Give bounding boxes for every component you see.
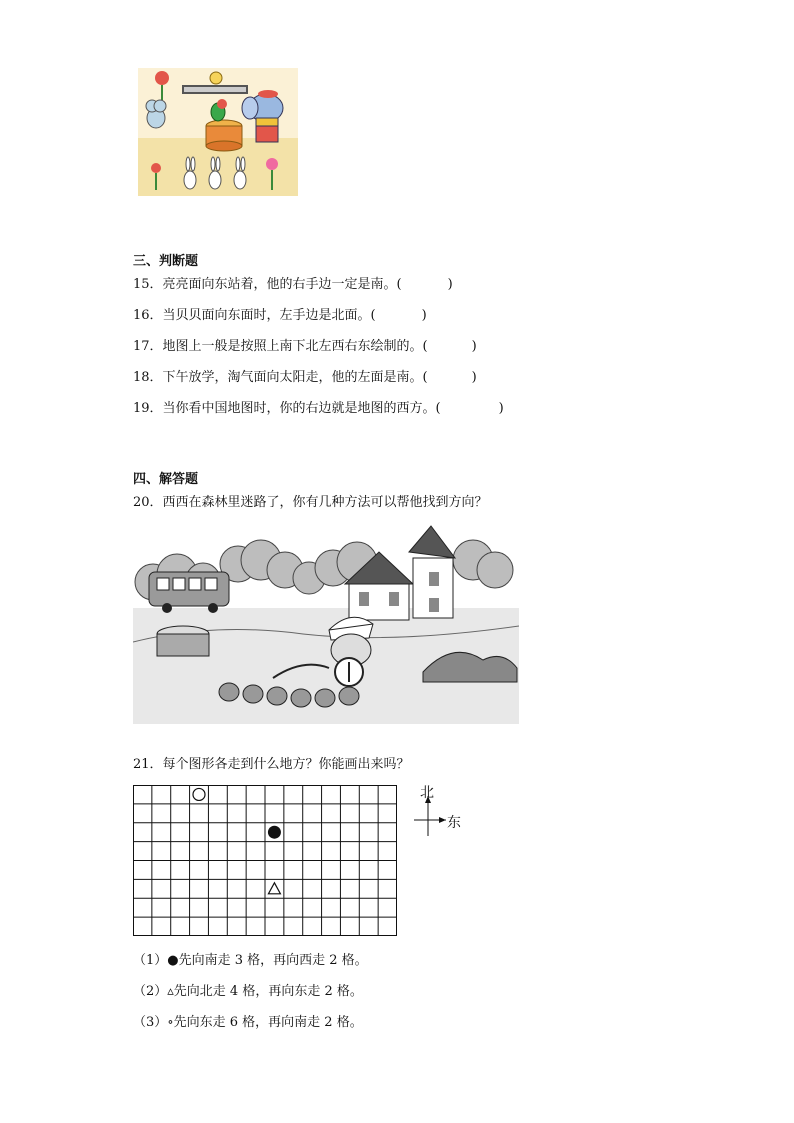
question-18-text: 18．下午放学，淘气面向太阳走，他的左面是南。(	[133, 370, 428, 385]
question-18-paren[interactable]: )	[471, 370, 477, 385]
question-17	[133, 339, 477, 355]
question-16-text: 16．当贝贝面向东面时，左手边是北面。(	[133, 308, 376, 323]
question-15	[133, 277, 453, 293]
question-19	[133, 401, 504, 417]
question-15-text: 15．亮亮面向东站着，他的右手边一定是南。(	[133, 277, 402, 292]
east-label: 东	[447, 815, 461, 831]
direction-grid[interactable]	[133, 785, 397, 936]
animals-illustration	[138, 68, 298, 196]
question-16-paren[interactable]: )	[421, 308, 427, 323]
question-17-paren[interactable]: )	[471, 339, 477, 354]
sub-question-2: （2）▵先向北走 4 格，再向东走 2 格。	[133, 984, 363, 999]
forest-illustration	[133, 522, 519, 724]
question-19-paren[interactable]: )	[498, 401, 504, 416]
question-15-paren[interactable]: )	[447, 277, 453, 292]
question-16	[133, 308, 427, 324]
east-arrow-icon	[439, 817, 446, 823]
question-19-text: 19．当你看中国地图时，你的右边就是地图的西方。(	[133, 401, 441, 416]
sub-question-1: （1）●先向南走 3 格，再向西走 2 格。	[133, 953, 368, 968]
triangle-icon[interactable]	[268, 883, 280, 894]
filled-circle-icon[interactable]	[268, 826, 281, 839]
section3-heading: 三、判断题	[133, 254, 199, 269]
question-20: 20．西西在森林里迷路了，你有几种方法可以帮他找到方向？	[133, 495, 488, 510]
section4-heading: 四、解答题	[133, 472, 199, 487]
question-17-text: 17．地图上一般是按照上南下北左西右东绘制的。(	[133, 339, 428, 354]
question-18	[133, 370, 477, 386]
compass-rose	[408, 784, 466, 840]
sub-question-3: （3）∘先向东走 6 格，再向南走 2 格。	[133, 1015, 363, 1030]
north-label: 北	[420, 785, 434, 801]
open-circle-icon[interactable]	[193, 788, 205, 800]
question-21: 21．每个图形各走到什么地方？你能画出来吗？	[133, 757, 410, 772]
